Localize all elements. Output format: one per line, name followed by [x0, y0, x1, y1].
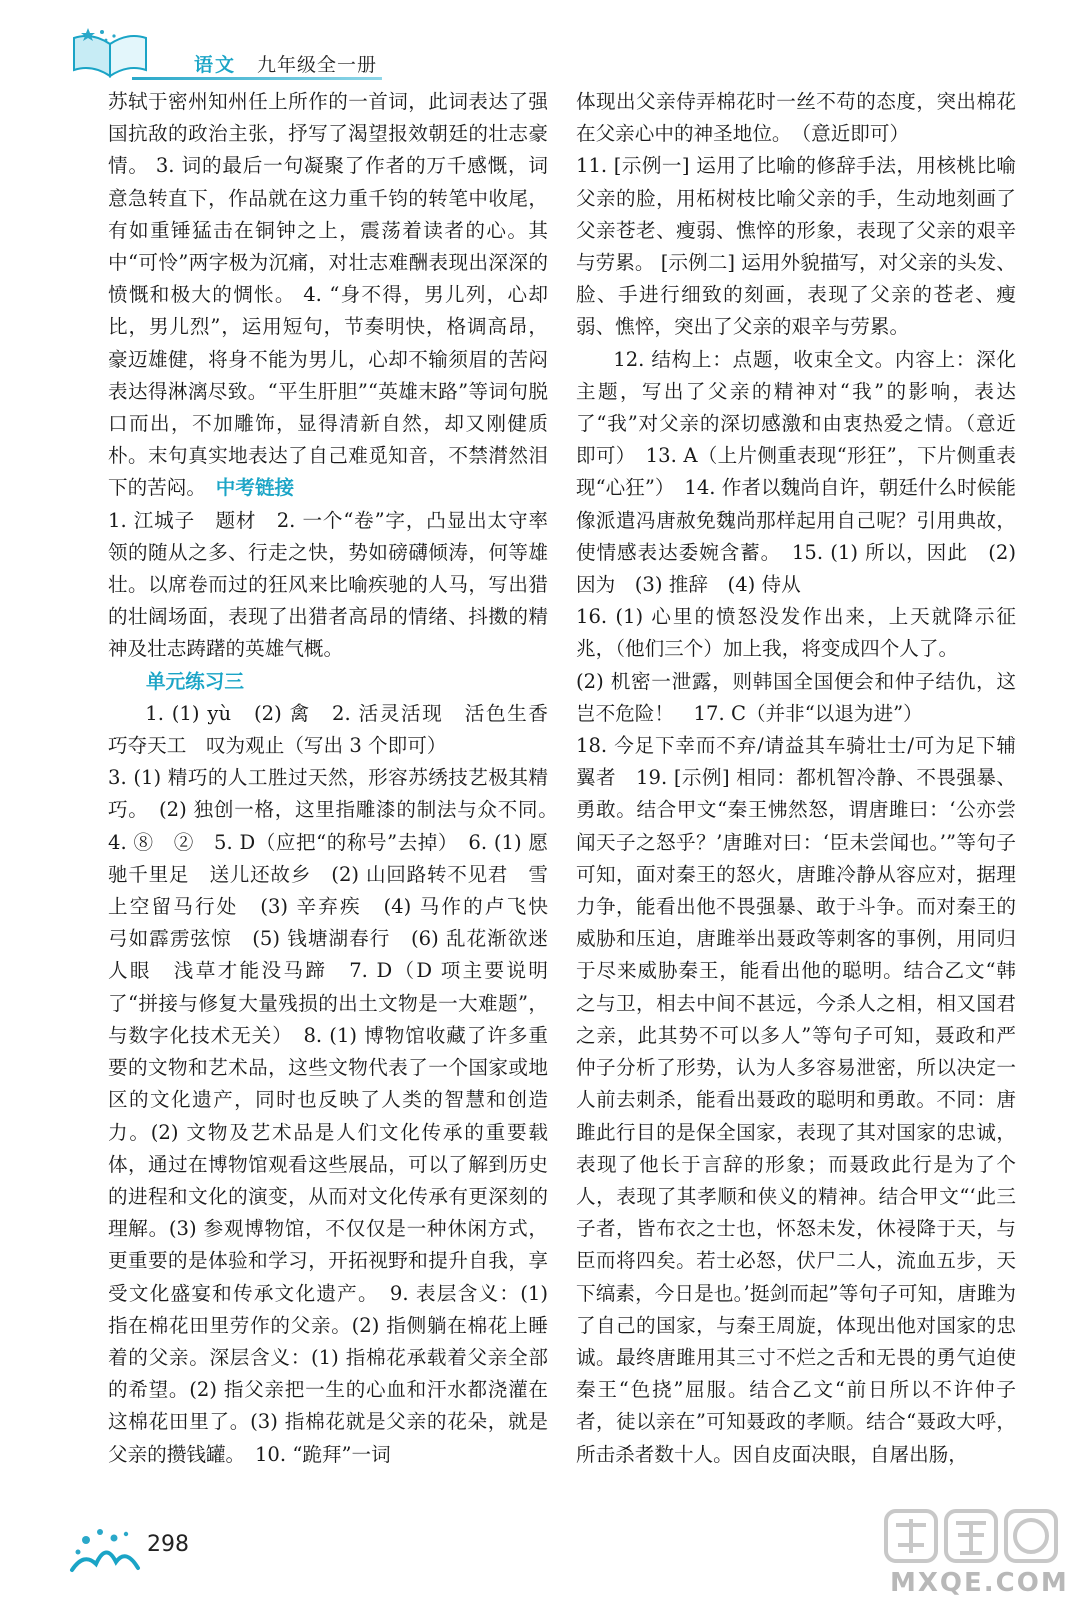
left-paragraph-3: 1. (1) yù (2) 禽 2. 活灵活现 活色生香 巧夺天工 叹为观止（写出 3 个即可）: [108, 701, 568, 758]
subject-label: 语文: [194, 54, 237, 76]
page-header: [62, 10, 1042, 80]
right-paragraph-3: 12. 结构上：点题，收束全文。内容上：深化主题，写出了父亲的精神对“我”的影响，表达了“我”对父亲的深切感激和由衷热爱之情。（意近即可） 13. A（上片侧重表现“形狂”，下片侧重表现“心狂”） 14. 作者以魏尚自许，朝廷什么时候能像派遣冯唐赦免魏尚那样起用自己呢？引用典故，使情感表达委婉含蓄。 15. (1) 所以，因此 (2) 因为 (3) 推辞 (4) 侍从: [576, 347, 1016, 597]
section-title: 单元练习三: [146, 669, 244, 693]
open-book-icon: [70, 26, 150, 78]
left-paragraph-4: 3. (1) 精巧的人工胜过天然，形容苏绣技艺极其精巧。 (2) 独创一格，这里指雕漆的制法与众不同。 4. ⑧ ② 5. D（应把“的称号”去掉） 6. (1) 愿驰千里足 送儿还故乡 (2) 山回路转不见君 雪上空留马行处 (3) 辛弃疾 (4) 马作的卢飞快 弓如霹雳弦惊 (5) 钱塘湖春行 (6) 乱花渐欲迷人眼 浅草才能没马蹄 7. D（D 项主要说明了“拼接与修复大量残损的出土文物是一大难题”，与数字化技术无关） 8. (1) 博物馆收藏了许多重要的文物和艺术品，这些文物代表了一个国家或地区的文化遗产，同时也反映了人类的智慧和创造力。(2) 文物及艺术品是人们文化传承的重要载体，通过在博物馆观看这些展品，可以了解到历史的进程和文化的演变，从而对文化传承有更深刻的理解。(3) 参观博物馆，不仅仅是一种休闲方式，更重要的是体验和学习，开拓视野和提升自我，享受文化盛宴和传承文化遗产。 9. 表层含义：(1) 指在棉花田里劳作的父亲。(2) 指侧躺在棉花上睡着的父亲。深层含义：(1) 指棉花承载着父亲全部的希望。(2) 指父亲把一生的心血和汗水都浇灌在这棉花田里了。(3) 指棉花就是父亲的花朵，就是父亲的攒钱罐。 10. “跪拜”一词: [108, 766, 568, 1466]
right-paragraph-5: (2) 机密一泄露，则韩国全国便会和仲子结仇，这岂不危险！ 17. C（并非“以退为进”）: [576, 669, 1016, 725]
right-paragraph-2: 11. [示例一] 运用了比喻的修辞手法，用核桃比喻父亲的脸，用柘树枝比喻父亲的手，生动地刻画了父亲苍老、瘦弱、憔悴的形象，表现了父亲的艰辛与劳累。 [示例二] 运用外貌描写，对父亲的头发、脸、手进行细致的刻画，表现了父亲的苍老、瘦弱、憔悴，突出了父亲的艰辛与劳累。: [576, 154, 1016, 339]
splash-decoration-icon: [66, 1522, 146, 1582]
right-column: [576, 86, 1016, 1471]
page-number: 298: [147, 1532, 189, 1557]
grade-label: 九年级全一册: [257, 54, 378, 76]
header-rule: [132, 77, 382, 80]
right-paragraph-6: 18. 今足下幸而不弃/请益其车骑壮士/可为足下辅翼者 19. [示例] 相同：都机智冷静、不畏强暴、勇敢。结合甲文“秦王怫然怒，谓唐雎曰：‘公亦尝闻天子之怒乎？’唐雎对曰：‘臣未尝闻也。’”等句子可知，面对秦王的怒火，唐雎冷静从容应对，据理力争，能看出他不畏强暴、敢于斗争。而对秦王的威胁和压迫，唐雎举出聂政等刺客的事例，用同归于尽来威胁秦王，能看出他的聪明。结合乙文“韩之与卫，相去中间不甚远，今杀人之相，相又国君之亲，此其势不可以多人”等句子可知，聂政和严仲子分析了形势，认为人多容易泄密，所以决定一人前去刺杀，能看出聂政的聪明和勇敢。不同：唐雎此行目的是保全国家，表现了其对国家的忠诚，表现了他长于言辞的形象；而聂政此行是为了个人，表现了其孝顺和侠义的精神。结合甲文“‘此三子者，皆布衣之士也，怀怒未发，休祲降于天，与臣而将四矣。若士必怒，伏尸二人，流血五步，天下缟素，今日是也。’挺剑而起”等句子可知，唐雎为了自己的国家，与秦王周旋，体现出他对国家的忠诚。最终唐雎用其三寸不烂之舌和无畏的勇气迫使秦王“色挠”屈服。结合乙文“前日所以不许仲子者，徒以亲在”可知聂政的孝顺。结合“聂政大呼，所击杀者数十人。因自皮面决眼，自屠出肠，: [576, 734, 1016, 1466]
left-paragraph-2: 1. 江城子 题材 2. 一个“卷”字，凸显出太守率领的随从之多、行走之快，势如磅礴倾涛，何等雄壮。以席卷而过的狂风来比喻疾驰的人马，写出猎的壮阔场面，表现了出猎者高昂的情绪、抖擞的精神及壮志踌躇的英雄气概。: [108, 508, 548, 661]
exam-link-tag: 中考链接: [215, 476, 295, 500]
right-paragraph-1: 体现出父亲侍弄棉花时一丝不苟的态度，突出棉花在父亲心中的神圣地位。 （意近即可）: [576, 90, 1016, 146]
right-paragraph-4: 16. (1) 心里的愤怒没发作出来，上天就降示征兆，（他们三个）加上我，将变成四个人了。: [576, 605, 1016, 661]
left-column: [108, 86, 568, 1471]
left-paragraph-1: [108, 86, 548, 505]
left-text-1: 苏轼于密州知州任上所作的一首词，此词表达了强国抗敌的政治主张，抒写了渴望报效朝廷的壮志豪情。 3. 词的最后一句凝聚了作者的万千感慨，词意急转直下，作品就在这力重千钧的转笔中收尾，有如重锤猛击在铜钟之上，震荡着读者的心。其中“可怜”两字极为沉痛，对壮志难酬表现出深深的愤慨和极大的惆怅。 4. “身不得，男儿列，心却比，男儿烈”，运用短句，节奏明快，格调高昂，豪迈雄健，将身不能为男儿，心却不输须眉的苦闷表达得淋漓尽致。“平生肝胆”“英雄末路”等词句脱口而出，不加雕饰，显得清新自然，却又刚健质朴。末句真实地表达了自己难觅知音，不禁潸然泪下的苦闷。: [108, 90, 548, 500]
watermark-text: MXQE.COM: [890, 1568, 1069, 1598]
